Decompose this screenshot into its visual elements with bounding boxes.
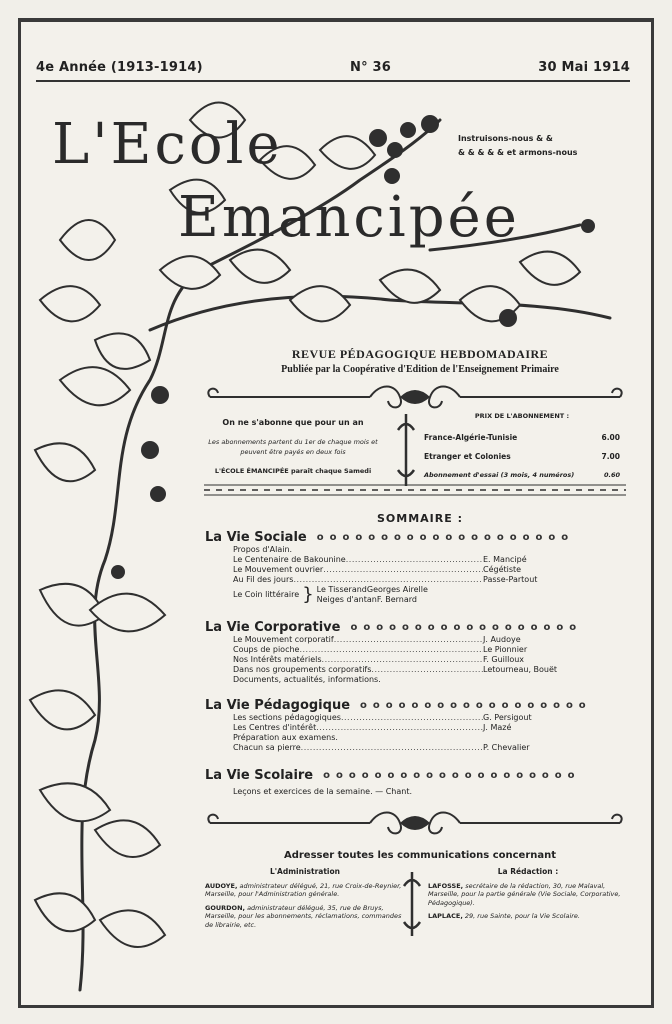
leaf-shape [90,594,165,632]
toc-entry: Nos Intérêts matériels ..... F. Guilloux [233,655,603,665]
leaf-shape [290,286,350,321]
leaf-shape [60,367,130,405]
price-row: France-Algérie-Tunisie 6.00 [424,433,620,442]
price-row: Abonnement d'essai (3 mois, 4 numéros) 0.60 [424,471,620,479]
leaf-shape [95,333,150,369]
toc-entry: Préparation aux examens. [233,733,338,742]
subscription-line2: Les abonnements partent du 1er de chaque mois et peuvent être payés en deux fois [208,438,378,456]
section-heading: La Vie Sociale oooooooooooooooooooo [205,530,575,545]
chain-ornament [200,482,630,498]
leaf-shape [40,286,100,321]
dot-leader: oooooooooooooooooo [360,700,592,711]
berry-cluster [369,129,387,147]
motto-line2: & & & & & et armons-nous [458,148,578,157]
brace-icon: } [302,584,314,605]
berry-cluster [400,122,416,138]
subscription-line1: On ne s'abonne que pour un an [222,418,364,427]
price-list [424,412,620,489]
date: 30 Mai 1914 [538,60,630,75]
ornament-top [200,380,630,414]
section-vie-corporative [205,620,625,685]
subtitle: REVUE PÉDAGOGIQUE HEBDOMADAIRE [291,347,549,361]
section-heading: La Vie Corporative oooooooooooooooooo [205,620,583,635]
dot-leader: oooooooooooooooooooo [316,532,575,543]
adresser-heading: Adresser toutes les communications concernant [283,850,557,861]
section-vie-scolaire [205,768,625,797]
redaction-column [428,868,628,926]
sommaire-title: SOMMAIRE : [377,512,463,525]
leaf-shape [520,252,580,285]
berry-cluster [150,486,166,502]
subscription-line3: L'ÉCOLE ÉMANCIPÉE paraît chaque Samedi [214,467,372,475]
coin-litteraire: Le Coin littéraire } Le Tisserand Georges Airelle Neiges d'antan F. Bernard [233,584,428,605]
publisher-line: Publiée par la Coopérative d'Edition de l'Enseignement Primaire [281,364,559,375]
toc-entry: Les Centres d'intérêt ..... J. Mazé [233,723,603,733]
berry-cluster [581,219,595,233]
toc-entry: Le Mouvement corporatif ..... J. Audoye [233,635,603,645]
leaf-shape [95,820,160,857]
toc-entry: Le Mouvement ouvrier ..... Cégétiste [233,565,603,575]
toc-entry: Chacun sa pierre ..... P. Chevalier [233,743,603,753]
berry-cluster [499,309,517,327]
toc-entry: Propos d'Alain. [233,545,293,554]
leaf-shape [160,256,220,289]
title-line2: Emancipée [178,185,520,250]
leaf-shape [30,690,95,729]
administration-p1: AUDOYE, administrateur délégué, 21, rue Croix-de-Reynier, Marseille, pour l'Administration générale. [205,881,402,898]
leaf-shape [40,783,110,821]
footer-divider [400,868,424,940]
price-row: Etranger et Colonies 7.00 [424,452,620,461]
leaf-shape [35,443,95,481]
dot-leader: oooooooooooooooooooo [323,770,581,781]
toc-entry: Coups de pioche ..... Le Pionnier [233,645,603,655]
leaf-shape [380,270,440,303]
berry-cluster [421,115,439,133]
section-heading: La Vie Scolaire oooooooooooooooooooo [205,768,581,783]
redaction-p2: LAPLACE, 29, rue Sainte, pour la Vie Scolaire. [428,912,580,920]
leaf-shape [35,893,95,931]
title-line1: L'Ecole [52,112,283,177]
subscription-info [200,418,386,475]
leaf-shape [320,136,375,169]
dot-leader: oooooooooooooooooo [350,622,583,633]
ornament-bottom [200,806,630,840]
toc-entry: Les sections pédagogiques ..... G. Persigout [233,713,603,723]
toc-plain: Leçons et exercices de la semaine. — Chant. [233,787,413,796]
redaction-head: La Rédaction : [497,867,559,876]
leaf-shape [100,910,165,947]
toc-entry: Le Centenaire de Bakounine ..... E. Mancipé [233,555,603,565]
divider-ornament [394,410,418,490]
motto [458,132,628,160]
berry-cluster [387,142,403,158]
numero: N° 36 [350,60,392,75]
toc-entry: Documents, actualités, informations. [233,675,381,684]
leaf-shape [230,250,290,283]
administration-column [205,868,405,934]
section-vie-sociale [205,530,625,605]
berry-cluster [111,565,125,579]
price-title: PRIX DE L'ABONNEMENT : [474,412,570,420]
vine-stem-branch [150,296,610,330]
administration-head: L'Administration [269,867,340,876]
annee: 4e Année (1913-1914) [36,60,203,75]
administration-p2: GOURDON, administrateur délégué, 35, rue de Bruys, Marseille, pour les abonnements, réclamations, commandes de librairie, etc. [205,903,402,929]
toc-entry: Dans nos groupements corporatifs ..... Letourneau, Bouët [233,665,603,675]
section-heading: La Vie Pédagogique oooooooooooooooooo [205,698,592,713]
section-vie-pedagogique [205,698,625,753]
berry-cluster [141,441,159,459]
berry-cluster [151,386,169,404]
berry-cluster [384,168,400,184]
leaf-shape [60,220,115,260]
motto-line1: Instruisons-nous & & [458,134,553,143]
toc-entry: Au Fil des jours ..... Passe-Partout [233,575,603,585]
redaction-p1: LAFOSSE, secrétaire de la rédaction, 30, rue Malaval, Marseille, pour la partie générale (Vie Sociale, Corporative, Pédagogique). [428,881,621,907]
